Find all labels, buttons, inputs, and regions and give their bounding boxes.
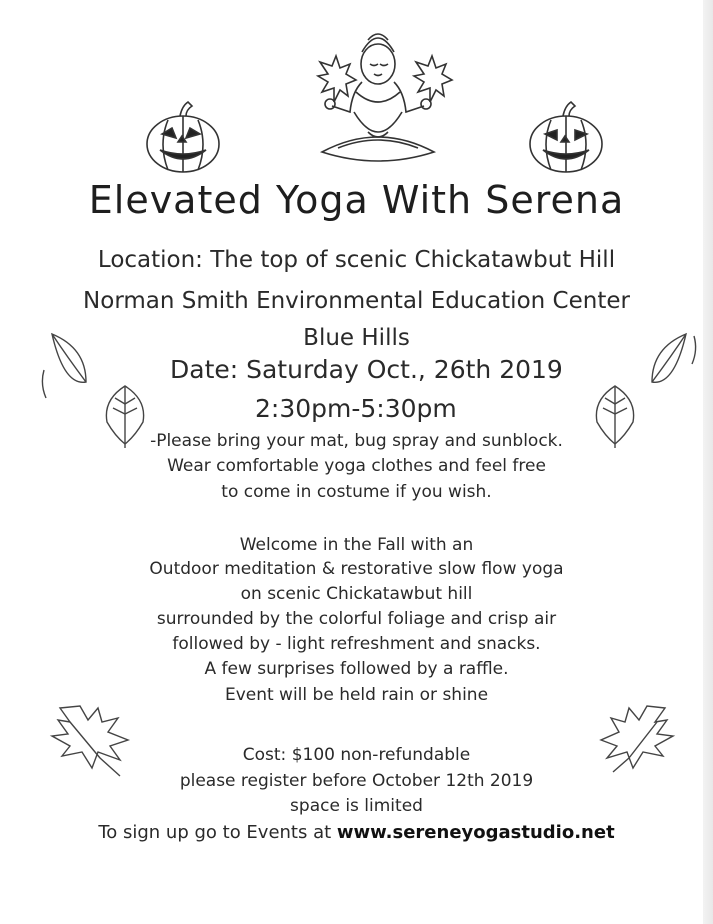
event-time: 2:30pm-5:30pm — [255, 394, 457, 423]
meditating-figure-icon — [298, 22, 458, 182]
pumpkin-icon-right — [525, 98, 607, 178]
registration-deadline: please register before October 12th 2019 — [179, 771, 534, 791]
space-limited-note: space is limited — [290, 796, 423, 816]
description-line: Welcome in the Fall with an — [239, 535, 474, 555]
website-link[interactable]: www.sereneyogastudio.net — [336, 822, 615, 843]
signup-line — [0, 822, 713, 843]
description-line: followed by - light refreshment and snacks. — [172, 634, 541, 654]
description-line: A few surprises followed by a raffle. — [204, 659, 509, 679]
event-date: Date: Saturday Oct., 26th 2019 — [170, 355, 563, 384]
description-line: Outdoor meditation & restorative slow flow yoga — [149, 559, 564, 579]
cost-line: Cost: $100 non-refundable — [242, 745, 471, 765]
maple-leaf-icon-left — [40, 700, 140, 780]
details-line: -Please bring your mat, bug spray and sunblock. — [150, 431, 563, 451]
pumpkin-icon-left — [142, 98, 224, 178]
maple-leaf-icon-right — [595, 700, 685, 780]
flyer-title: Elevated Yoga With Serena — [88, 178, 625, 222]
details-line: to come in costume if you wish. — [221, 482, 492, 502]
description-line: on scenic Chickatawbut hill — [240, 584, 473, 604]
area-line: Blue Hills — [303, 325, 410, 351]
description-line: Event will be held rain or shine — [224, 685, 489, 705]
description-line: surrounded by the colorful foliage and crisp air — [156, 609, 557, 629]
location-line: Location: The top of scenic Chickatawbut Hill — [97, 247, 616, 273]
signup-prefix: To sign up go to Events at — [98, 822, 332, 843]
details-line: Wear comfortable yoga clothes and feel free — [167, 456, 546, 476]
venue-line: Norman Smith Environmental Education Center — [83, 288, 630, 314]
